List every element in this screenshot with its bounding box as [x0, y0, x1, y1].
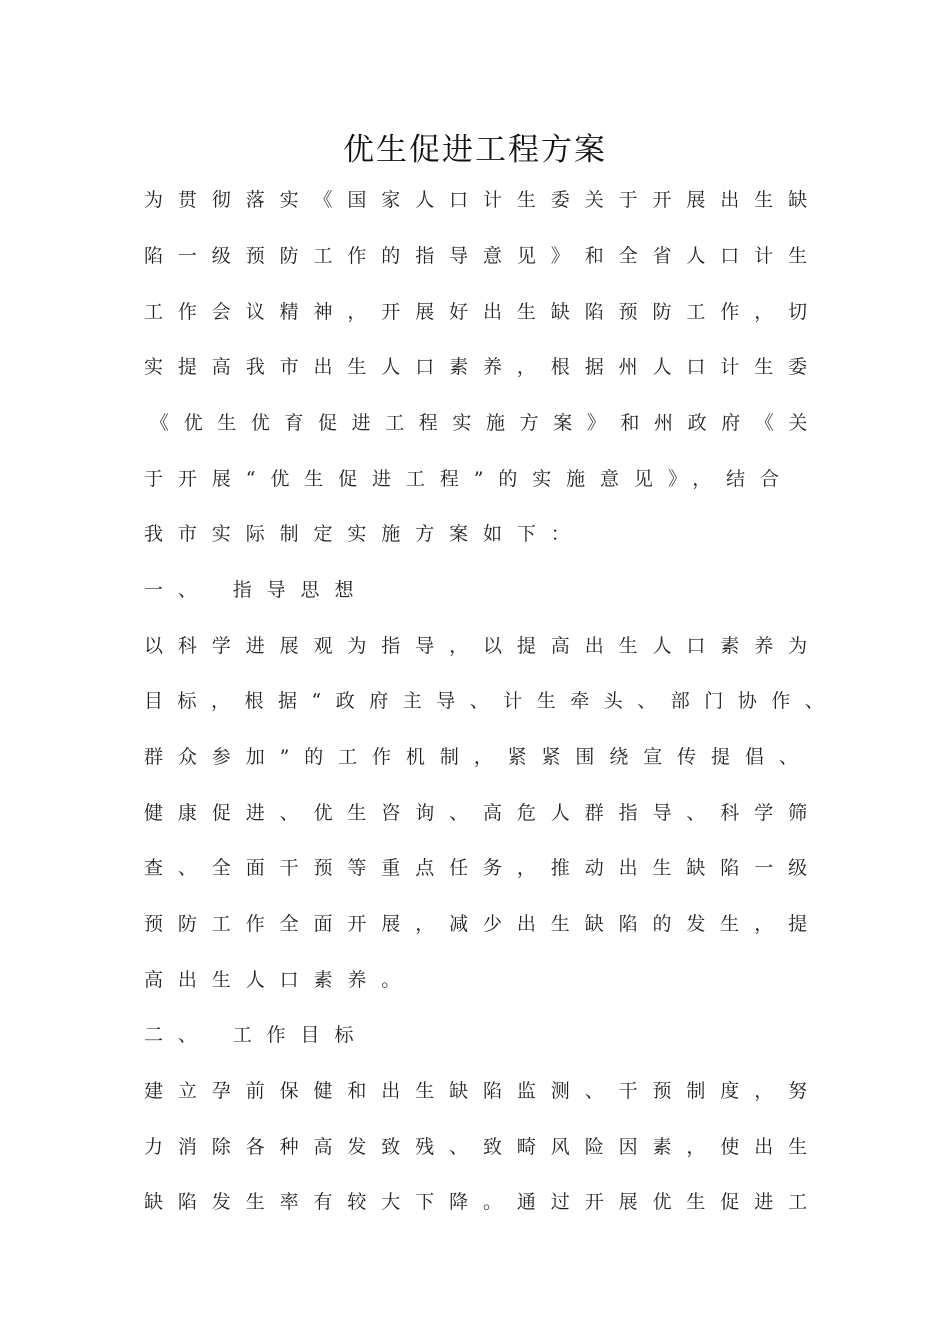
body-line-14: 预防工作全面开展，减少出生缺陷的发生，提	[144, 913, 823, 935]
body-line-9: 以科学进展观为指导，以提高出生人口素养为	[144, 635, 823, 657]
body-line-12: 健康促进、优生咨询、高危人群指导、科学筛	[144, 802, 823, 824]
body-line-19: 缺陷发生率有较大下降。通过开展优生促进工	[144, 1191, 823, 1213]
body-line-15: 高出生人口素养。	[144, 969, 416, 991]
body-line-17: 建立孕前保健和出生缺陷监测、干预制度，努	[144, 1080, 823, 1102]
body-line-10: 目标，根据“政府主导、计生牵头、部门协作、	[144, 690, 839, 712]
body-line-6: 于开展“优生促进工程”的实施意见》，结合	[144, 468, 794, 490]
document-title: 优生促进工程方案	[343, 132, 607, 168]
body-line-2: 陷一级预防工作的指导意见》和全省人口计生	[144, 245, 823, 267]
section-heading-1: 一、 指导思想	[144, 579, 369, 601]
body-line-1: 为贯彻落实《国家人口计生委关于开展出生缺	[144, 189, 823, 211]
body-line-5: 《优生优育促进工程实施方案》和州政府《关	[150, 412, 823, 434]
section-heading-2: 二、 工作目标	[144, 1024, 369, 1046]
body-line-4: 实提高我市出生人口素养，根据州人口计生委	[144, 356, 823, 378]
body-line-18: 力消除各种高发致残、致畸风险因素，使出生	[144, 1136, 823, 1158]
body-line-3: 工作会议精神，开展好出生缺陷预防工作，切	[144, 301, 823, 323]
body-line-11: 群众参加”的工作机制，紧紧围绕宣传提倡、	[144, 746, 813, 768]
body-line-13: 查、全面干预等重点任务，推动出生缺陷一级	[144, 857, 823, 879]
body-line-7: 我市实际制定实施方案如下：	[144, 523, 585, 545]
